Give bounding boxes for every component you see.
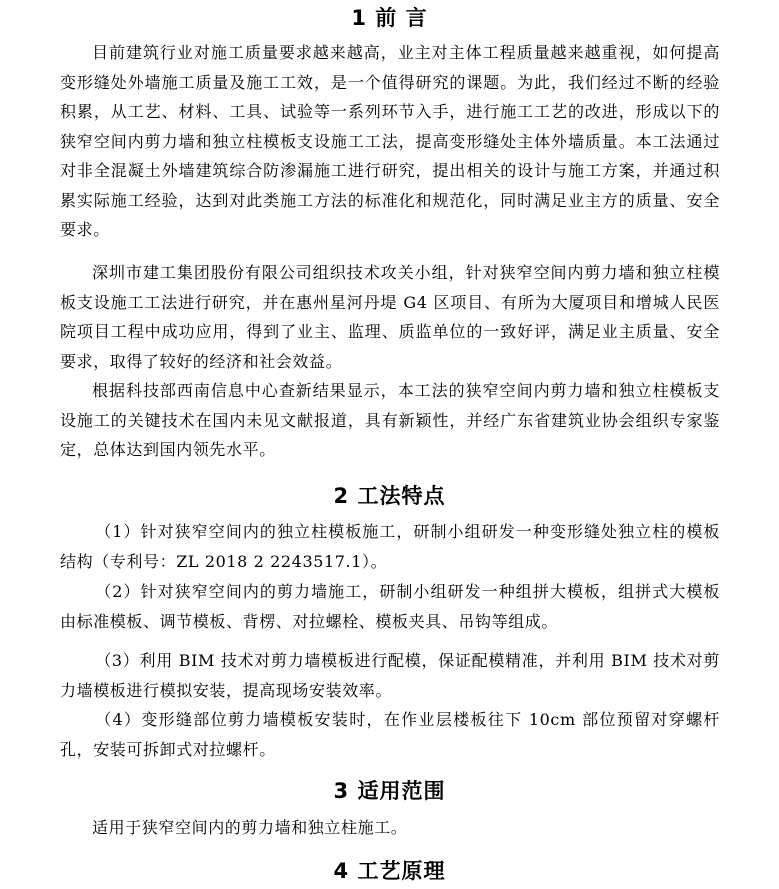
feature-item-2: （2）针对狭窄空间内的剪力墙施工，研制小组研发一种组拼大模板，组拼式大模板由标准模板、调节模板、背楞、对拉螺栓、模板夹具、吊钩等组成。 [60,582,720,631]
section-heading-scope: 3 适用范围 [333,779,446,803]
paragraph-preface-intro: 目前建筑行业对施工质量要求越来越高，业主对主体工程质量越来越重视，如何提高变形缝处外墙施工质量及施工工效，是一个值得研究的课题。为此，我们经过不断的经验积累，从工艺、材料、工具、试验等一系列环节入手，进行施工工艺的改进，形成以下的狭窄空间内剪力墙和独立柱模板支设施工工法，提高变形缝处主体外墙质量。本工法通过对非全混凝土外墙建筑综合防渗漏施工进行研究，提出相关的设计与施工方案，并通过积累实际施工经验，达到对此类施工方法的标准化和规范化，同时满足业主方的质量、安全要求。 [60,43,720,239]
paragraph-preface-research: 深圳市建工集团股份有限公司组织技术攻关小组，针对狭窄空间内剪力墙和独立柱模板支设施工工法进行研究，并在惠州星河丹堤 G4 区项目、有所为大厦项目和增城人民医院项目工程中成功应用，得到了业主、监理、质监单位的一致好评，满足业主质量、安全要求，取得了较好的经济和社会效益。 [60,263,720,371]
feature-item-1: （1）针对狭窄空间内的独立柱模板施工，研制小组研发一种变形缝处独立柱的模板结构（专利号：ZL 2018 2 2243517.1）。 [60,522,720,571]
paragraph-preface-novelty: 根据科技部西南信息中心查新结果显示，本工法的狭窄空间内剪力墙和独立柱模板支设施工的关键技术在国内未见文献报道，具有新颖性，并经广东省建筑业协会组织专家鉴定，总体达到国内领先水平。 [60,381,720,459]
section-heading-preface: 1 前 言 [351,6,428,30]
section-heading-principle: 4 工艺原理 [333,859,446,883]
section-heading-features: 2 工法特点 [333,484,446,508]
paragraph-scope: 适用于狭窄空间内的剪力墙和独立柱施工。 [92,818,408,837]
feature-item-4: （4）变形缝部位剪力墙模板安装时，在作业层楼板往下 10cm 部位预留对穿螺杆孔，安装可拆卸式对拉螺杆。 [60,710,720,759]
feature-item-3: （3）利用 BIM 技术对剪力墙模板进行配模，保证配模精准，并利用 BIM 技术对剪力墙模板进行模拟安装，提高现场安装效率。 [60,651,720,700]
